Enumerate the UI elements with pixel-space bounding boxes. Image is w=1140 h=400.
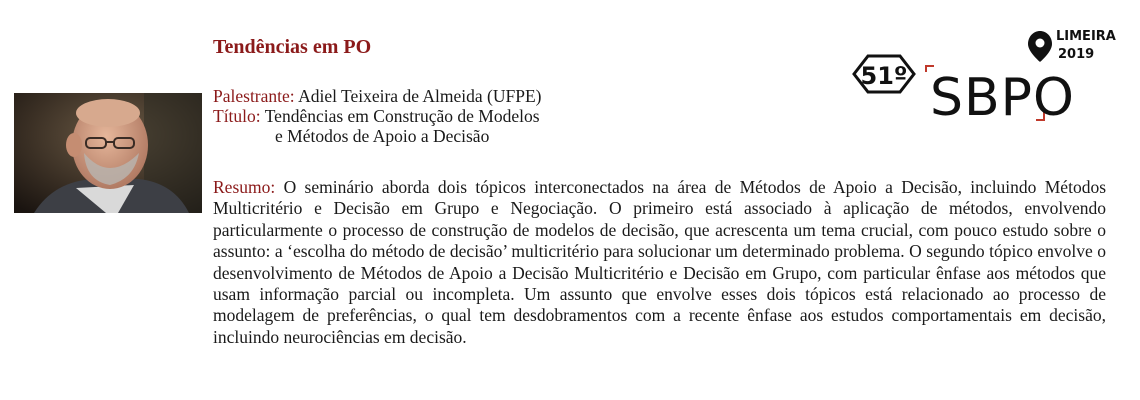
- logo-city: LIMEIRA: [1056, 29, 1116, 44]
- summary-paragraph: [213, 177, 1106, 348]
- logo-name: SBPO: [930, 68, 1075, 128]
- speaker-line: [213, 86, 541, 106]
- summary-text: O seminário aborda dois tópicos interconectados na área de Métodos de Apoio a Decisão, incluindo Métodos Multicritério e Decisão em Grupo e Negociação. O primeiro está associado à aplicação de métodos, envolvendo particularmente o processo de construção de modelos de decisão, que acrescenta um tema crucial, com pouco estudo sobre o assunto: a ‘escolha do método de decisão’ multicritério para solucionar um determinado problema. O segundo tópico envolve o desenvolvimento de Métodos de Apoio a Decisão Multicritério e Decisão em Grupo, com particular ênfase aos métodos que usam informação parcial ou incompleta. Um assunto que envolve esses dois tópicos está relacionado ao processo de modelagem de preferências, o qual tem desdobramentos com a recente ênfase aos estudos comportamentais em decisão, incluindo neurociências em decisão.: [213, 177, 1106, 347]
- talk-title-label: Título:: [213, 106, 261, 126]
- sbpo-logo: [840, 22, 1116, 132]
- speaker-label: Palestrante:: [213, 86, 295, 106]
- talk-title-continuation: e Métodos de Apoio a Decisão: [275, 126, 490, 146]
- logo-edition: 51º: [860, 62, 908, 90]
- speaker-name: Adiel Teixeira de Almeida (UFPE): [298, 86, 542, 106]
- talk-title-part1: Tendências em Construção de Modelos: [264, 106, 540, 126]
- talk-title-line: [213, 106, 541, 126]
- speaker-photo: [14, 93, 202, 213]
- location-pin-icon: [1028, 31, 1052, 62]
- talk-meta: [213, 86, 541, 146]
- summary-label: Resumo:: [213, 177, 276, 197]
- session-title: Tendências em PO: [213, 36, 372, 58]
- logo-year: 2019: [1058, 47, 1095, 62]
